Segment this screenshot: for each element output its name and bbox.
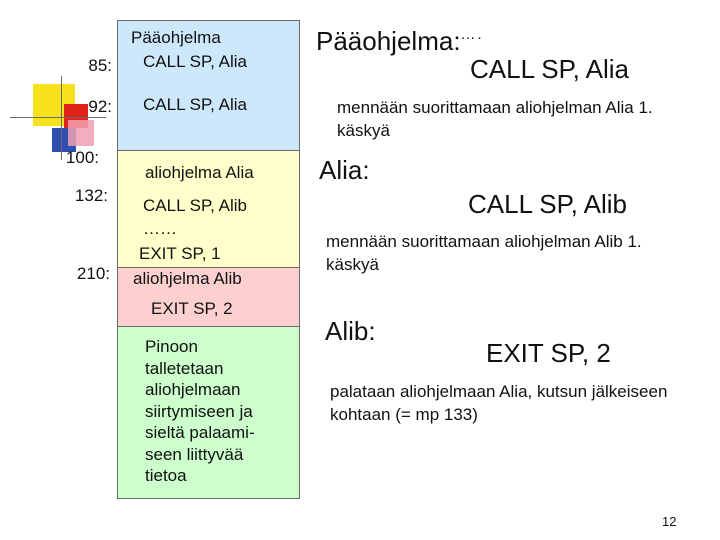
stack-line: talletetaan — [145, 358, 224, 378]
address-210: 210: — [76, 264, 110, 283]
alia-ellipsis: …… — [143, 219, 177, 238]
slide-number: 12 — [662, 514, 677, 529]
explain-alib-text: palataan aliohjelmaan Alia, kutsun jälkeiseen kohtaan (= mp 133) — [330, 382, 668, 424]
explain-alib-instruction: EXIT SP, 2 — [486, 338, 611, 368]
stack-description — [145, 336, 255, 487]
alia-exit-instruction: EXIT SP, 1 — [139, 244, 221, 263]
stack-line: sieltä palaami- — [145, 423, 255, 442]
main-call-instruction-1: CALL SP, Alia — [143, 52, 247, 71]
stack-line: siirtymiseen ja — [145, 401, 253, 421]
decor-horizontal-line — [10, 117, 106, 118]
address-92: 92: — [88, 97, 112, 116]
explain-alib-heading: Alib: — [325, 316, 376, 346]
address-85: 85: — [88, 56, 112, 75]
alib-title: aliohjelma Alib — [133, 269, 242, 288]
explain-main-heading-dots: …. — [460, 26, 484, 43]
alia-title: aliohjelma Alia — [145, 163, 254, 182]
explain-alia-heading: Alia: — [319, 155, 370, 185]
main-call-instruction-2: CALL SP, Alia — [143, 95, 247, 114]
main-program-title: Pääohjelma — [131, 28, 221, 47]
stack-line: Pinoon — [145, 337, 198, 356]
address-132: 132: — [74, 186, 108, 205]
alia-call-instruction: CALL SP, Alib — [143, 196, 247, 215]
explain-alia-instruction: CALL SP, Alib — [468, 189, 627, 219]
explain-main-heading-text: Pääohjelma: — [316, 26, 461, 56]
alib-exit-instruction: EXIT SP, 2 — [151, 299, 233, 318]
explain-main-heading — [316, 26, 484, 57]
explain-alia-text: mennään suorittamaan aliohjelman Alib 1. käskyä — [326, 232, 642, 274]
decor-pink-square — [68, 120, 94, 146]
stack-line: aliohjelmaan — [145, 380, 241, 399]
stack-line: seen liittyvää — [145, 444, 244, 464]
stack-line: tietoa — [145, 466, 187, 485]
explain-main-text: mennään suorittamaan aliohjelman Alia 1. käskyä — [337, 98, 653, 140]
explain-main-instruction: CALL SP, Alia — [470, 54, 629, 84]
address-100: 100: — [65, 148, 99, 167]
